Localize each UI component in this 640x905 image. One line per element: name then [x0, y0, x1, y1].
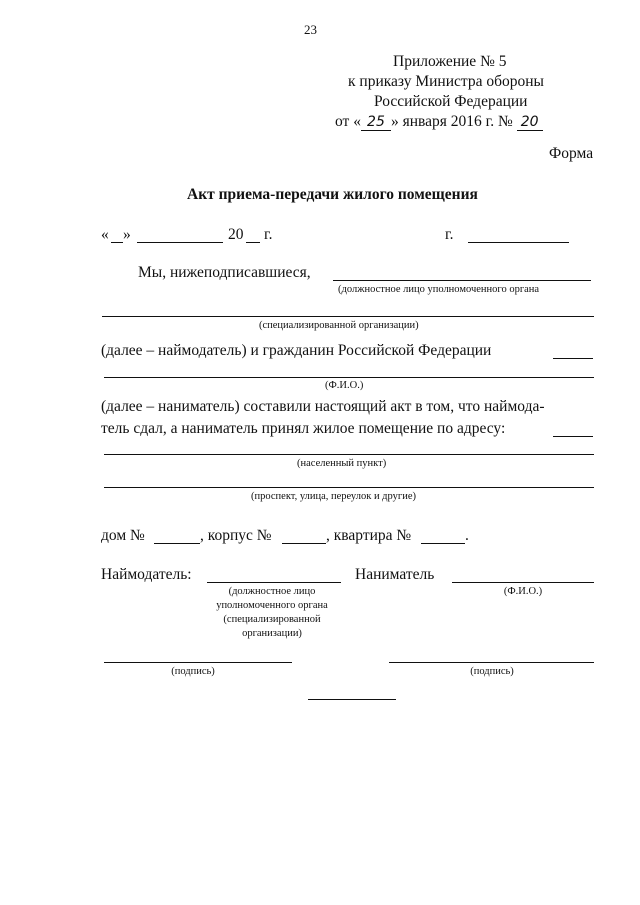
tenant-signature-caption: (подпись)	[470, 666, 514, 677]
form-label: Форма	[549, 145, 594, 162]
date-open-quote: «	[101, 226, 109, 243]
tenant-text-line2: тель сдал, а наниматель принял жилое помещение по адресу:	[101, 420, 506, 437]
landlord-caption-2: уполномоченного органа	[216, 600, 328, 611]
house-blank	[154, 543, 200, 544]
handwritten-order-number: 20	[517, 114, 543, 131]
street-caption: (проспект, улица, переулок и другие)	[251, 491, 416, 502]
appendix-title: Приложение № 5	[393, 53, 507, 70]
date-close-quote: »	[123, 226, 131, 243]
official-caption: (должностное лицо уполномоченного органа	[338, 284, 540, 295]
building-blank	[282, 543, 326, 544]
street-blank	[104, 487, 594, 488]
locality-blank	[104, 454, 594, 455]
city-blank	[468, 242, 569, 243]
apartment-label: , квартира №	[326, 527, 412, 544]
appendix-order-ref: к приказу Министра обороны	[348, 73, 544, 90]
year-prefix: 20	[228, 226, 244, 243]
day-blank	[111, 242, 123, 243]
address-blank-start	[553, 436, 593, 437]
page-number: 23	[304, 22, 317, 37]
locality-caption: (населенный пункт)	[297, 458, 387, 469]
document-title: Акт приема-передачи жилого помещения	[187, 186, 478, 203]
tenant-fio-caption: (Ф.И.О.)	[503, 586, 543, 597]
landlord-official-blank	[207, 582, 341, 583]
landlord-and-citizen: (далее – наймодатель) и гражданин Российской Федерации	[101, 342, 492, 359]
specialized-org-caption: (специализированной организации)	[259, 320, 419, 331]
tenant-label: Наниматель	[355, 566, 435, 583]
specialized-org-blank	[102, 316, 594, 317]
appendix-date-line	[335, 113, 543, 131]
year-suffix: г.	[264, 226, 273, 243]
address-end: .	[465, 527, 469, 544]
fio-caption: (Ф.И.О.)	[325, 380, 364, 391]
landlord-caption-1: (должностное лицо	[228, 586, 316, 597]
apartment-blank	[421, 543, 465, 544]
citizen-blank-start	[553, 358, 593, 359]
landlord-signature-blank	[104, 662, 292, 663]
landlord-caption-4: организации)	[242, 628, 302, 639]
tenant-text-line1: (далее – наниматель) составили настоящий акт в том, что наймода-	[101, 398, 545, 415]
tenant-signature-blank	[389, 662, 594, 663]
month-blank	[137, 242, 223, 243]
date-suffix: » января 2016 г. №	[390, 113, 513, 130]
date-prefix: от «	[335, 113, 361, 130]
city-prefix: г.	[445, 226, 454, 243]
landlord-signature-caption: (подпись)	[171, 666, 215, 677]
we-undersigned: Мы, нижеподписавшиеся,	[138, 264, 311, 281]
house-label: дом №	[101, 527, 145, 544]
landlord-label: Наймодатель:	[101, 566, 192, 583]
fio-blank	[104, 377, 594, 378]
year-blank	[246, 242, 260, 243]
official-blank	[333, 280, 591, 281]
handwritten-day: 25	[361, 114, 391, 131]
closing-separator	[308, 699, 396, 700]
landlord-caption-3: (специализированной	[223, 614, 321, 625]
appendix-country: Российской Федерации	[374, 93, 528, 110]
tenant-fio-blank	[452, 582, 594, 583]
building-label: , корпус №	[200, 527, 272, 544]
